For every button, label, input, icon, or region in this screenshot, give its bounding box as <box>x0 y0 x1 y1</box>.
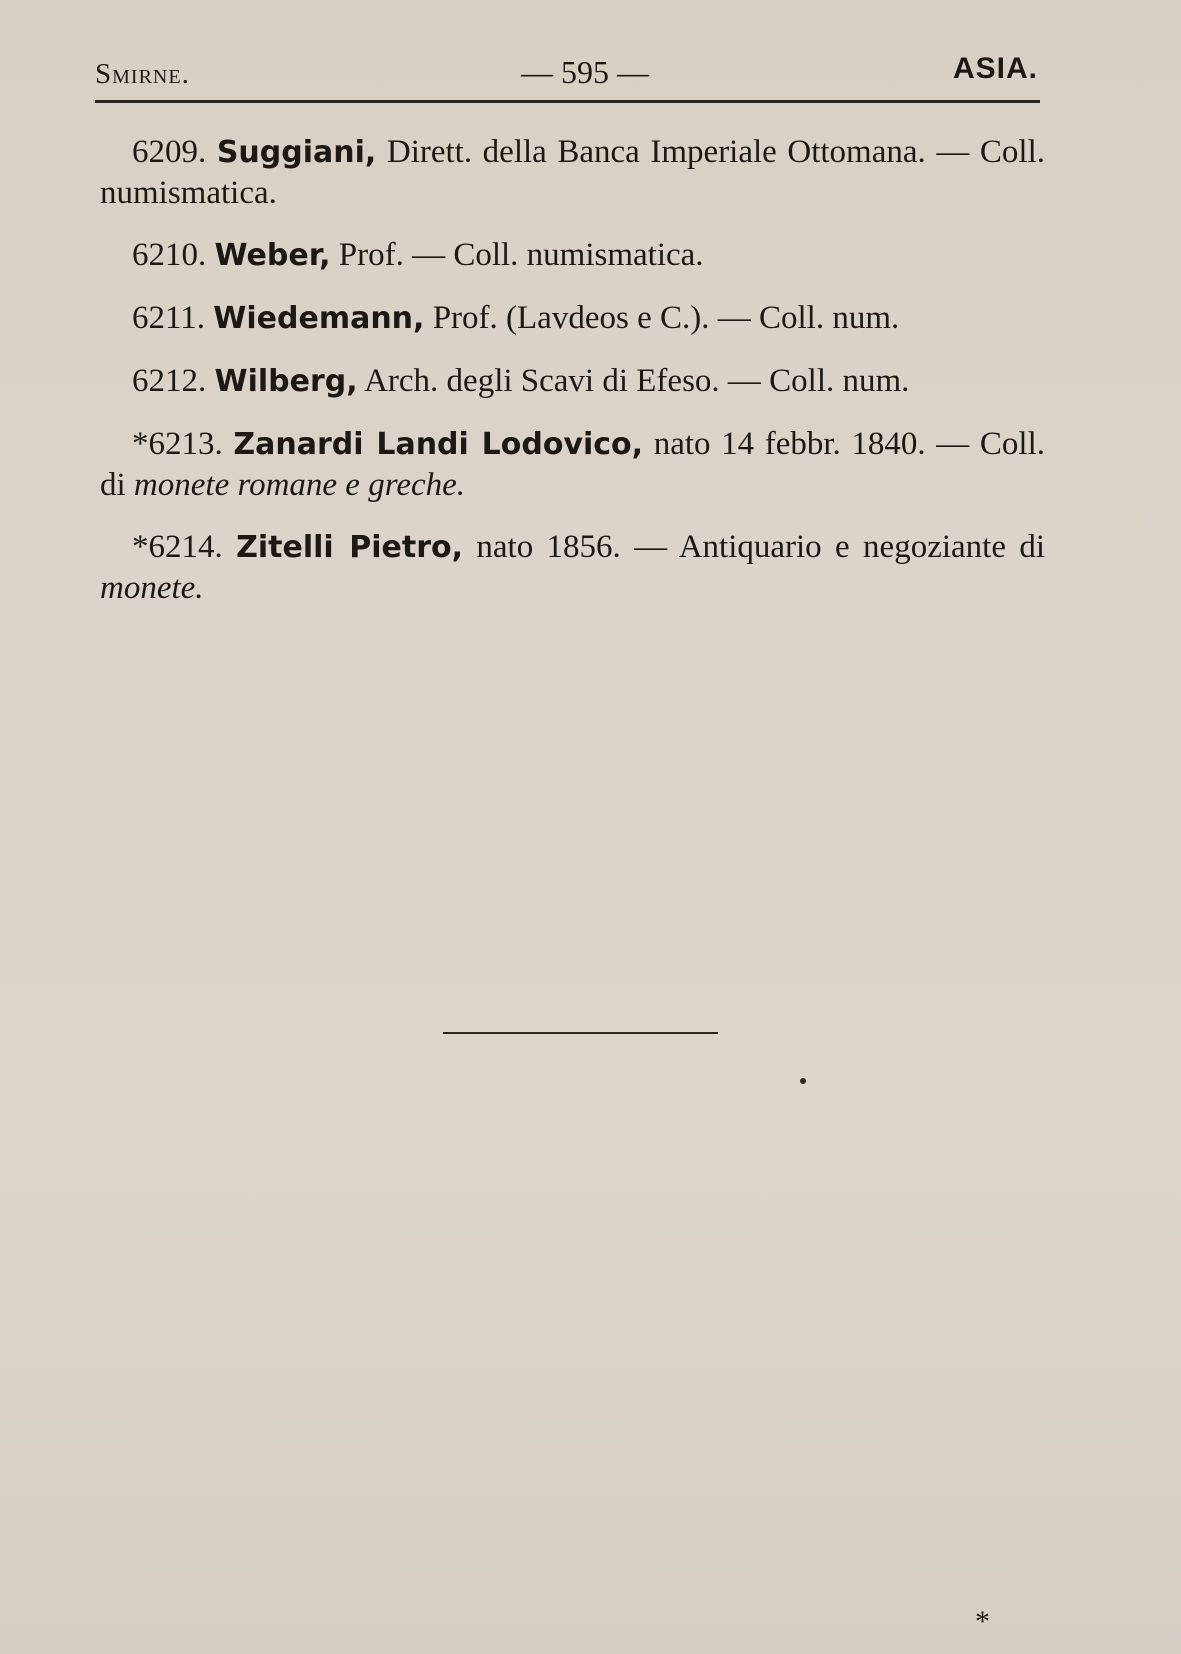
page-header <box>95 52 1040 102</box>
entry-6209 <box>100 132 1045 213</box>
entry-number: *6214. <box>132 529 223 565</box>
entry-name: Weber, <box>214 238 331 273</box>
entry-number: 6211. <box>132 300 206 336</box>
entry-italic-text: monete. <box>100 570 204 606</box>
entry-number: 6210. <box>132 237 207 273</box>
entry-number: *6213. <box>132 426 223 462</box>
entry-number: 6212. <box>132 363 207 399</box>
entry-italic-text: monete romane e greche. <box>133 467 466 503</box>
entry-6210 <box>100 235 1045 276</box>
entry-name: Zitelli Pietro, <box>236 530 464 565</box>
entry-text: Arch. degli Scavi di Efeso. — Coll. num. <box>357 363 910 399</box>
entry-text: Dirett. della Banca Imperiale Ottomana. — Coll. numismatica. <box>100 134 1045 211</box>
section-title: ASIA. <box>952 52 1038 85</box>
footer-asterisk: * <box>975 1605 990 1638</box>
page-number: — 595 — <box>521 54 649 90</box>
entry-number: 6209. <box>132 134 207 170</box>
header-rule <box>95 100 1040 103</box>
entry-name: Suggiani, <box>216 135 377 170</box>
entry-6213 <box>100 424 1045 505</box>
entry-text: nato 14 febbr. 1840. — Coll. di <box>100 426 1046 503</box>
closing-rule <box>443 1032 718 1034</box>
entry-name: Zanardi Landi Lodovico, <box>233 427 644 462</box>
entry-text: Prof. (Lavdeos e C.). — Coll. num. <box>424 300 900 336</box>
ink-speck <box>800 1078 806 1084</box>
entry-list <box>100 132 1045 630</box>
entry-text: Prof. — Coll. numismatica. <box>330 237 704 273</box>
entry-6212 <box>100 361 1045 402</box>
entry-6214 <box>100 527 1045 608</box>
entry-text: nato 1856. — Antiquario e negoziante di <box>463 529 1046 565</box>
entry-6211 <box>100 298 1045 339</box>
entry-name: Wilberg, <box>214 364 358 399</box>
entry-name: Wiedemann, <box>213 301 425 336</box>
running-head: Smirne. <box>95 58 190 90</box>
